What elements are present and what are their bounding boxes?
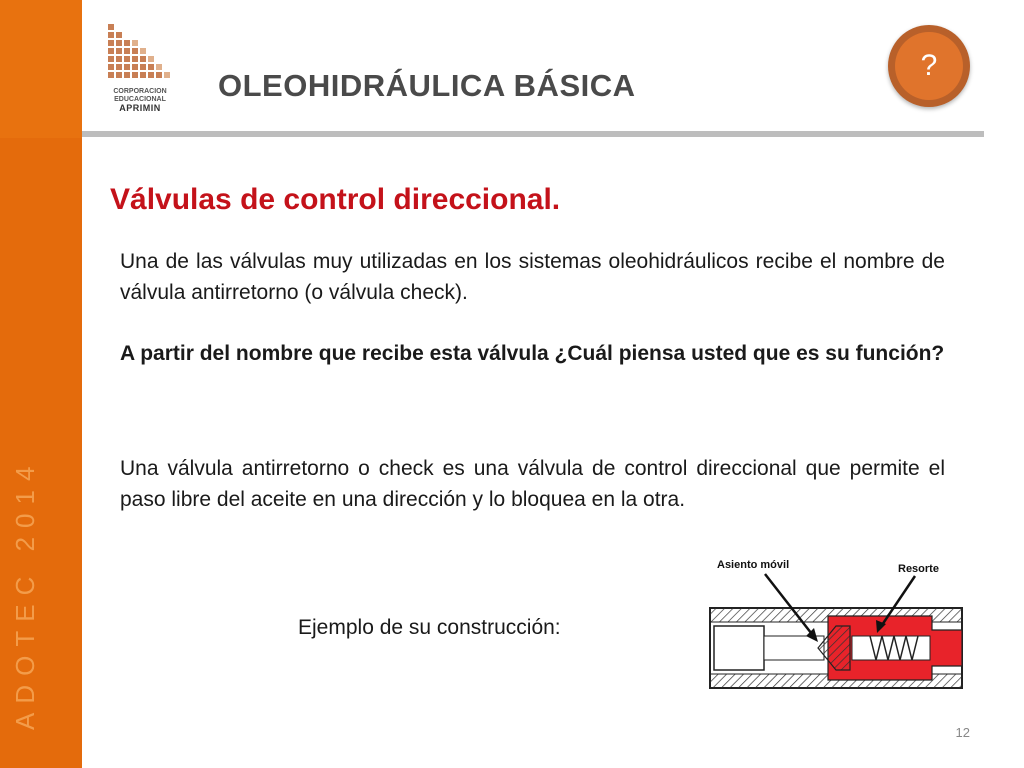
check-valve-diagram [700, 556, 975, 701]
label-spring: Resorte [898, 563, 939, 575]
page-number: 12 [955, 725, 970, 740]
logo-line1: CORPORACION [113, 88, 167, 95]
question-icon: ? [895, 32, 963, 100]
paragraph-question: A partir del nombre que recibe esta válvula ¿Cuál piensa usted que es su función? [120, 342, 945, 365]
slide-title: Válvulas de control direccional. [110, 183, 561, 216]
logo-line2: EDUCACIONAL [114, 96, 166, 103]
label-seat: Asiento móvil [717, 559, 790, 571]
example-label: Ejemplo de su construcción: [298, 616, 561, 639]
header-divider [82, 131, 984, 137]
paragraph-intro: Una de las válvulas muy utilizadas en los sistemas oleohidráulicos recibe el nombre de válvula antirretorno (o válvula check). [120, 250, 945, 304]
paragraph-answer: Una válvula antirretorno o check es una válvula de control direccional que permite el paso libre del aceite en una dirección y lo bloquea en la otra. [120, 457, 945, 511]
logo-text [104, 88, 176, 112]
logo-brand: APRIMIN [119, 103, 161, 113]
sidebar-vertical-text: ADOTEC 2014 [10, 457, 40, 730]
header-title: OLEOHIDRÁULICA BÁSICA [218, 68, 636, 103]
help-button[interactable] [888, 25, 970, 107]
sidebar [0, 0, 82, 768]
